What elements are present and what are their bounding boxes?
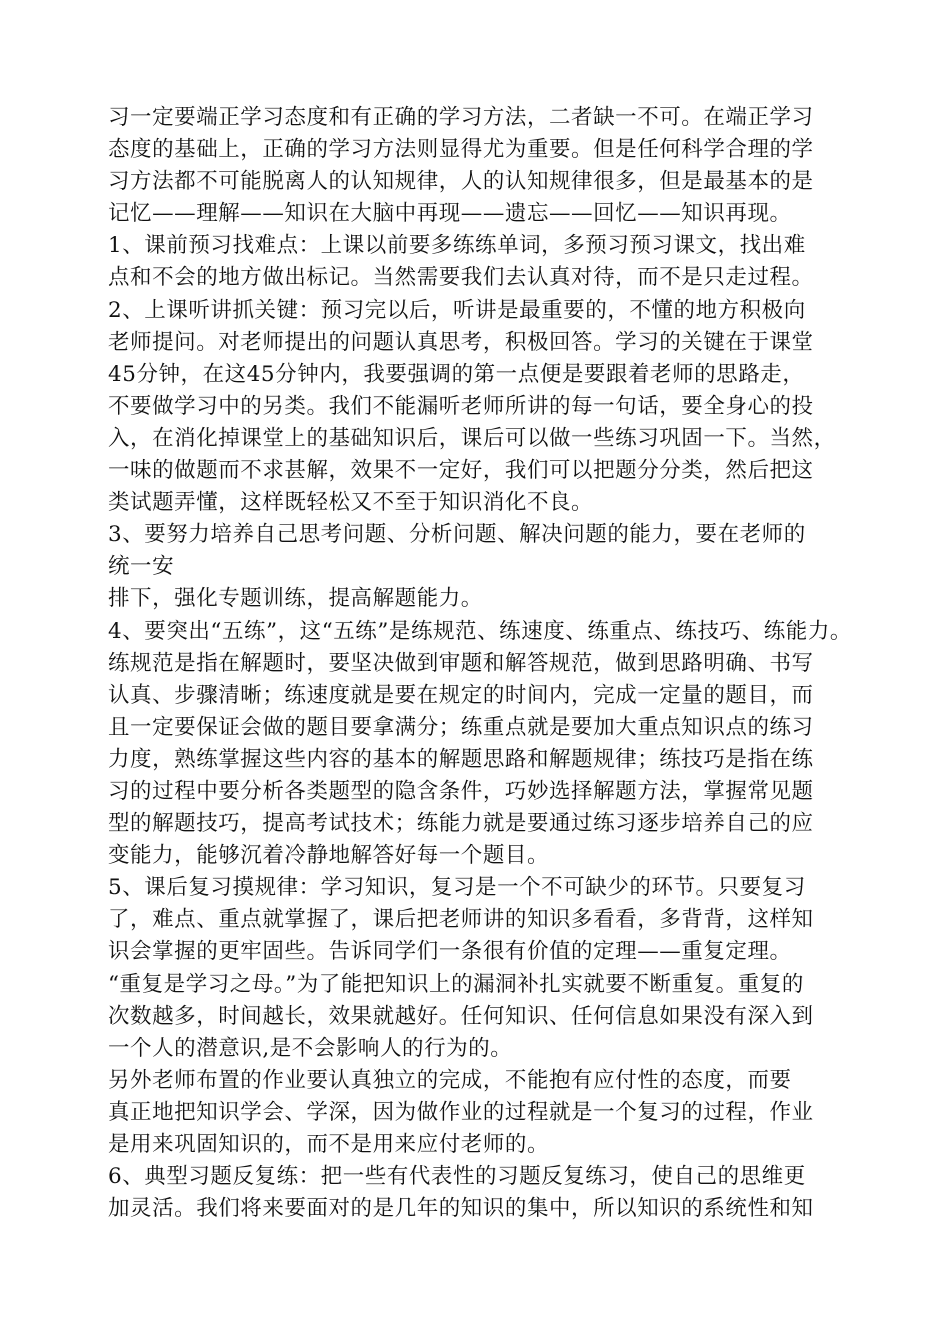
- text-line: 点和不会的地方做出标记。当然需要我们去认真对待，而不是只走过程。: [108, 265, 814, 291]
- text-line: 记忆——理解——知识在大脑中再现——遗忘——回忆——知识再现。: [108, 201, 792, 227]
- text-line: 认真、步骤清晰；练速度就是要在规定的时间内，完成一定量的题目，而: [108, 682, 814, 708]
- text-line: 变能力，能够沉着冷静地解答好每一个题目。: [108, 843, 550, 869]
- body-text: [108, 102, 868, 1225]
- text-line: 加灵活。我们将来要面对的是几年的知识的集中，所以知识的系统性和知: [108, 1196, 814, 1222]
- text-line: 45分钟，在这45分钟内，我要强调的第一点便是要跟着老师的思路走，: [108, 361, 805, 387]
- text-line: 老师提问。对老师提出的问题认真思考，积极回答。学习的关键在于课堂: [108, 329, 814, 355]
- text-line: 练规范是指在解题时，要坚决做到审题和解答规范，做到思路明确、书写: [108, 650, 814, 676]
- text-line: 了，难点、重点就掌握了，课后把老师讲的知识多看看，多背背，这样知: [108, 907, 814, 933]
- text-line: 1、课前预习找难点：上课以前要多练练单词，多预习预习课文，找出难: [108, 233, 806, 259]
- text-line: 型的解题技巧，提高考试技术；练能力就是要通过练习逐步培养自己的应: [108, 811, 814, 837]
- text-line: 且一定要保证会做的题目要拿满分；练重点就是要加大重点知识点的练习: [108, 714, 814, 740]
- text-line: 一味的做题而不求甚解，效果不一定好，我们可以把题分分类，然后把这: [108, 458, 814, 484]
- text-line: 另外老师布置的作业要认真独立的完成，不能抱有应付性的态度，而要: [108, 1067, 792, 1093]
- text-line: 6、典型习题反复练：把一些有代表性的习题反复练习，使自己的思维更: [108, 1164, 806, 1190]
- text-line: 排下，强化专题训练，提高解题能力。: [108, 586, 483, 612]
- text-line: 习的过程中要分析各类题型的隐含条件，巧妙选择解题方法，掌握常见题: [108, 778, 814, 804]
- text-line: 是用来巩固知识的，而不是用来应付老师的。: [108, 1132, 550, 1157]
- text-line: 5、课后复习摸规律：学习知识，复习是一个不可缺少的环节。只要复习: [108, 875, 806, 901]
- text-line: 力度，熟练掌握这些内容的基本的解题思路和解题规律；练技巧是指在练: [108, 746, 814, 772]
- text-line: “重复是学习之母。”为了能把知识上的漏洞补扎实就要不断重复。重复的: [108, 971, 804, 997]
- text-line: 真正地把知识学会、学深，因为做作业的过程就是一个复习的过程，作业: [108, 1099, 814, 1125]
- text-line: 识会掌握的更牢固些。告诉同学们一条很有价值的定理——重复定理。: [108, 939, 792, 965]
- text-line: 3、要努力培养自己思考问题、分析问题、解决问题的能力，要在老师的: [108, 522, 806, 548]
- text-line: 类试题弄懂，这样既轻松又不至于知识消化不良。: [108, 490, 594, 516]
- text-line: 2、上课听讲抓关键：预习完以后，听讲是最重要的，不懂的地方积极向: [108, 297, 806, 323]
- text-line: 习一定要端正学习态度和有正确的学习方法，二者缺一不可。在端正学习: [108, 105, 814, 130]
- text-line: 4、要突出“五练”，这“五练”是练规范、练速度、练重点、练技巧、练能力。: [108, 618, 852, 644]
- text-line: 入，在消化掉课堂上的基础知识后，课后可以做一些练习巩固一下。当然，: [108, 425, 836, 451]
- text-line: 一个人的潜意识,是不会影响人的行为的。: [108, 1035, 513, 1061]
- text-line: 次数越多，时间越长，效果就越好。任何知识、任何信息如果没有深入到: [108, 1003, 814, 1029]
- text-line: 态度的基础上，正确的学习方法则显得尤为重要。但是任何科学合理的学: [108, 137, 814, 163]
- text-line: 习方法都不可能脱离人的认知规律，人的认知规律很多，但是最基本的是: [108, 169, 814, 195]
- text-line: 统一安: [108, 554, 175, 580]
- text-line: 不要做学习中的另类。我们不能漏听老师所讲的每一句话，要全身心的投: [108, 393, 814, 419]
